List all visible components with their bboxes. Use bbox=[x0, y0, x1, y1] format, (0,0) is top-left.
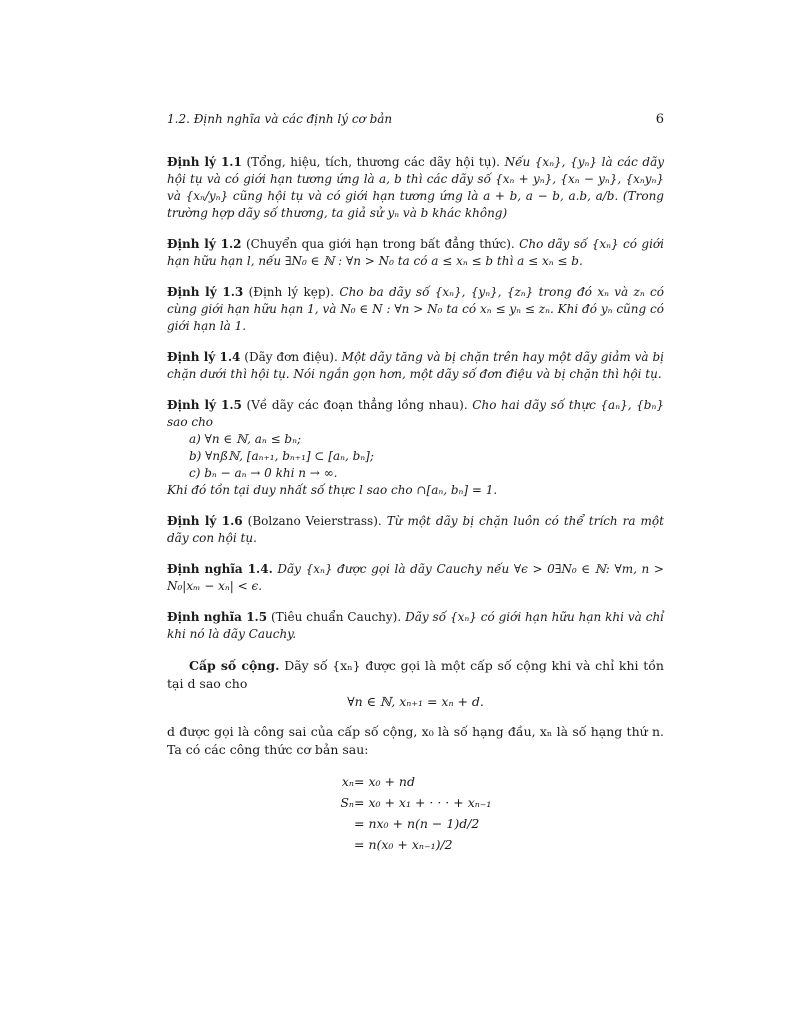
theorem-body: Cho hai dãy số thực {aₙ}, {bₙ} sao cho bbox=[167, 398, 664, 429]
theorem-body: Cho dãy số {xₙ} có giới hạn hữu hạn l, nếu ∃N₀ ∈ ℕ : ∀n > N₀ ta có a ≤ xₙ ≤ b thì a ≤ xₙ ≤ b. bbox=[167, 237, 664, 268]
theorem-1-2 bbox=[167, 236, 664, 270]
theorem-title: (Tổng, hiệu, tích, thương các dãy hội tụ). bbox=[246, 155, 500, 169]
theorem-conclusion: Khi đó tồn tại duy nhất số thực l sao cho ∩[aₙ, bₙ] = 1. bbox=[167, 483, 498, 497]
paragraph-body: Dãy số {xₙ} được gọi là một cấp số cộng khi và chỉ khi tồn tại d sao cho bbox=[167, 658, 664, 691]
equation-row bbox=[167, 834, 664, 855]
theorem-body: Từ một dãy bị chặn luôn có thể trích ra một dãy con hội tụ. bbox=[167, 514, 664, 545]
theorem-title: (Dãy đơn điệu). bbox=[244, 350, 338, 364]
paragraph-text: d được gọi là công sai của cấp số cộng, x₀ là số hạng đầu, xₙ là số hạng thứ n. Ta có các công thức cơ bản sau: bbox=[167, 724, 664, 757]
page-number: 6 bbox=[655, 112, 664, 127]
theorem-label: Định lý 1.5 bbox=[167, 398, 242, 412]
arithmetic-progression bbox=[167, 657, 664, 693]
definition-body: Dãy {xₙ} được gọi là dãy Cauchy nếu ∀ϵ > 0∃N₀ ∈ ℕ: ∀m, n > N₀|xₘ − xₙ| < ϵ. bbox=[167, 562, 664, 593]
equation-rhs: = n(x₀ + xₙ₋₁)/2 bbox=[354, 837, 453, 852]
theorem-title: (Chuyển qua giới hạn trong bất đẳng thức). bbox=[245, 237, 515, 251]
theorem-1-5 bbox=[167, 397, 664, 431]
theorem-label: Định lý 1.3 bbox=[167, 285, 244, 299]
theorem-label: Định lý 1.6 bbox=[167, 514, 243, 528]
theorem-label: Định lý 1.2 bbox=[167, 237, 242, 251]
equation-array bbox=[167, 771, 664, 855]
theorem-body: Nếu {xₙ}, {yₙ} là các dãy hội tụ và có giới hạn tương ứng là a, b thì các dãy số {xₙ + yₙ}, {xₙ − yₙ}, {xₙyₙ} và {xₙ/yₙ} cũng hội tụ và có giới hạn tương ứng là a + b, a − b, a.b, a/b. (Trong trường hợp dãy số thương, ta giả sử yₙ và b khác không) bbox=[167, 155, 664, 220]
condition-item: c) bₙ − aₙ → 0 khi n → ∞. bbox=[189, 466, 338, 480]
condition-item: b) ∀nßℕ, [aₙ₊₁, bₙ₊₁] ⊂ [aₙ, bₙ]; bbox=[189, 449, 374, 463]
definition-title: (Tiêu chuẩn Cauchy). bbox=[270, 610, 402, 624]
equation-row bbox=[167, 771, 664, 792]
theorem-title: (Bolzano Veierstrass). bbox=[247, 514, 382, 528]
theorem-label: Định lý 1.4 bbox=[167, 350, 241, 364]
equation-lhs: Sₙ bbox=[340, 795, 354, 810]
theorem-label: Định lý 1.1 bbox=[167, 155, 242, 169]
equation-rhs: = x₀ + x₁ + · · · + xₙ₋₁ bbox=[354, 795, 492, 810]
equation-row bbox=[167, 813, 664, 834]
theorem-body: Cho ba dãy số {xₙ}, {yₙ}, {zₙ} trong đó xₙ và zₙ có cùng giới hạn hữu hạn 1, và N₀ ∈ N : ∀n > N₀ ta có xₙ ≤ yₙ ≤ zₙ. Khi đó yₙ cũng có giới hạn là 1. bbox=[167, 285, 664, 333]
condition-item: a) ∀n ∈ ℕ, aₙ ≤ bₙ; bbox=[189, 432, 302, 446]
definition-label: Định nghĩa 1.4. bbox=[167, 562, 273, 576]
equation-lhs: xₙ bbox=[341, 774, 354, 789]
definition-formula: ∀n ∈ ℕ, xₙ₊₁ = xₙ + d. bbox=[347, 694, 484, 709]
theorem-1-4 bbox=[167, 349, 664, 383]
definition-1-4 bbox=[167, 561, 664, 595]
theorem-1-3 bbox=[167, 284, 664, 335]
equation-row bbox=[167, 792, 664, 813]
definition-1-5 bbox=[167, 609, 664, 643]
theorem-1-6 bbox=[167, 513, 664, 547]
page bbox=[167, 112, 664, 855]
section-title: 1.2. Định nghĩa và các định lý cơ bản bbox=[167, 112, 393, 126]
equation-rhs: = nx₀ + n(n − 1)d/2 bbox=[354, 816, 480, 831]
theorem-1-1 bbox=[167, 154, 664, 222]
theorem-title: (Định lý kẹp). bbox=[248, 285, 335, 299]
equation-rhs: = x₀ + nd bbox=[354, 774, 415, 789]
paragraph-label: Cấp số cộng. bbox=[189, 658, 280, 673]
running-header bbox=[167, 112, 664, 132]
theorem-body: Một dãy tăng và bị chặn trên hay một dãy giảm và bị chặn dưới thì hội tụ. Nói ngắn gọn hơn, một dãy số đơn điệu và bị chặn thì hội tụ. bbox=[167, 350, 664, 381]
theorem-title: (Về dãy các đoạn thẳng lồng nhau). bbox=[246, 398, 468, 412]
definition-label: Định nghĩa 1.5 bbox=[167, 610, 268, 624]
definition-body: Dãy số {xₙ} có giới hạn hữu hạn khi và chỉ khi nó là dãy Cauchy. bbox=[167, 610, 665, 641]
